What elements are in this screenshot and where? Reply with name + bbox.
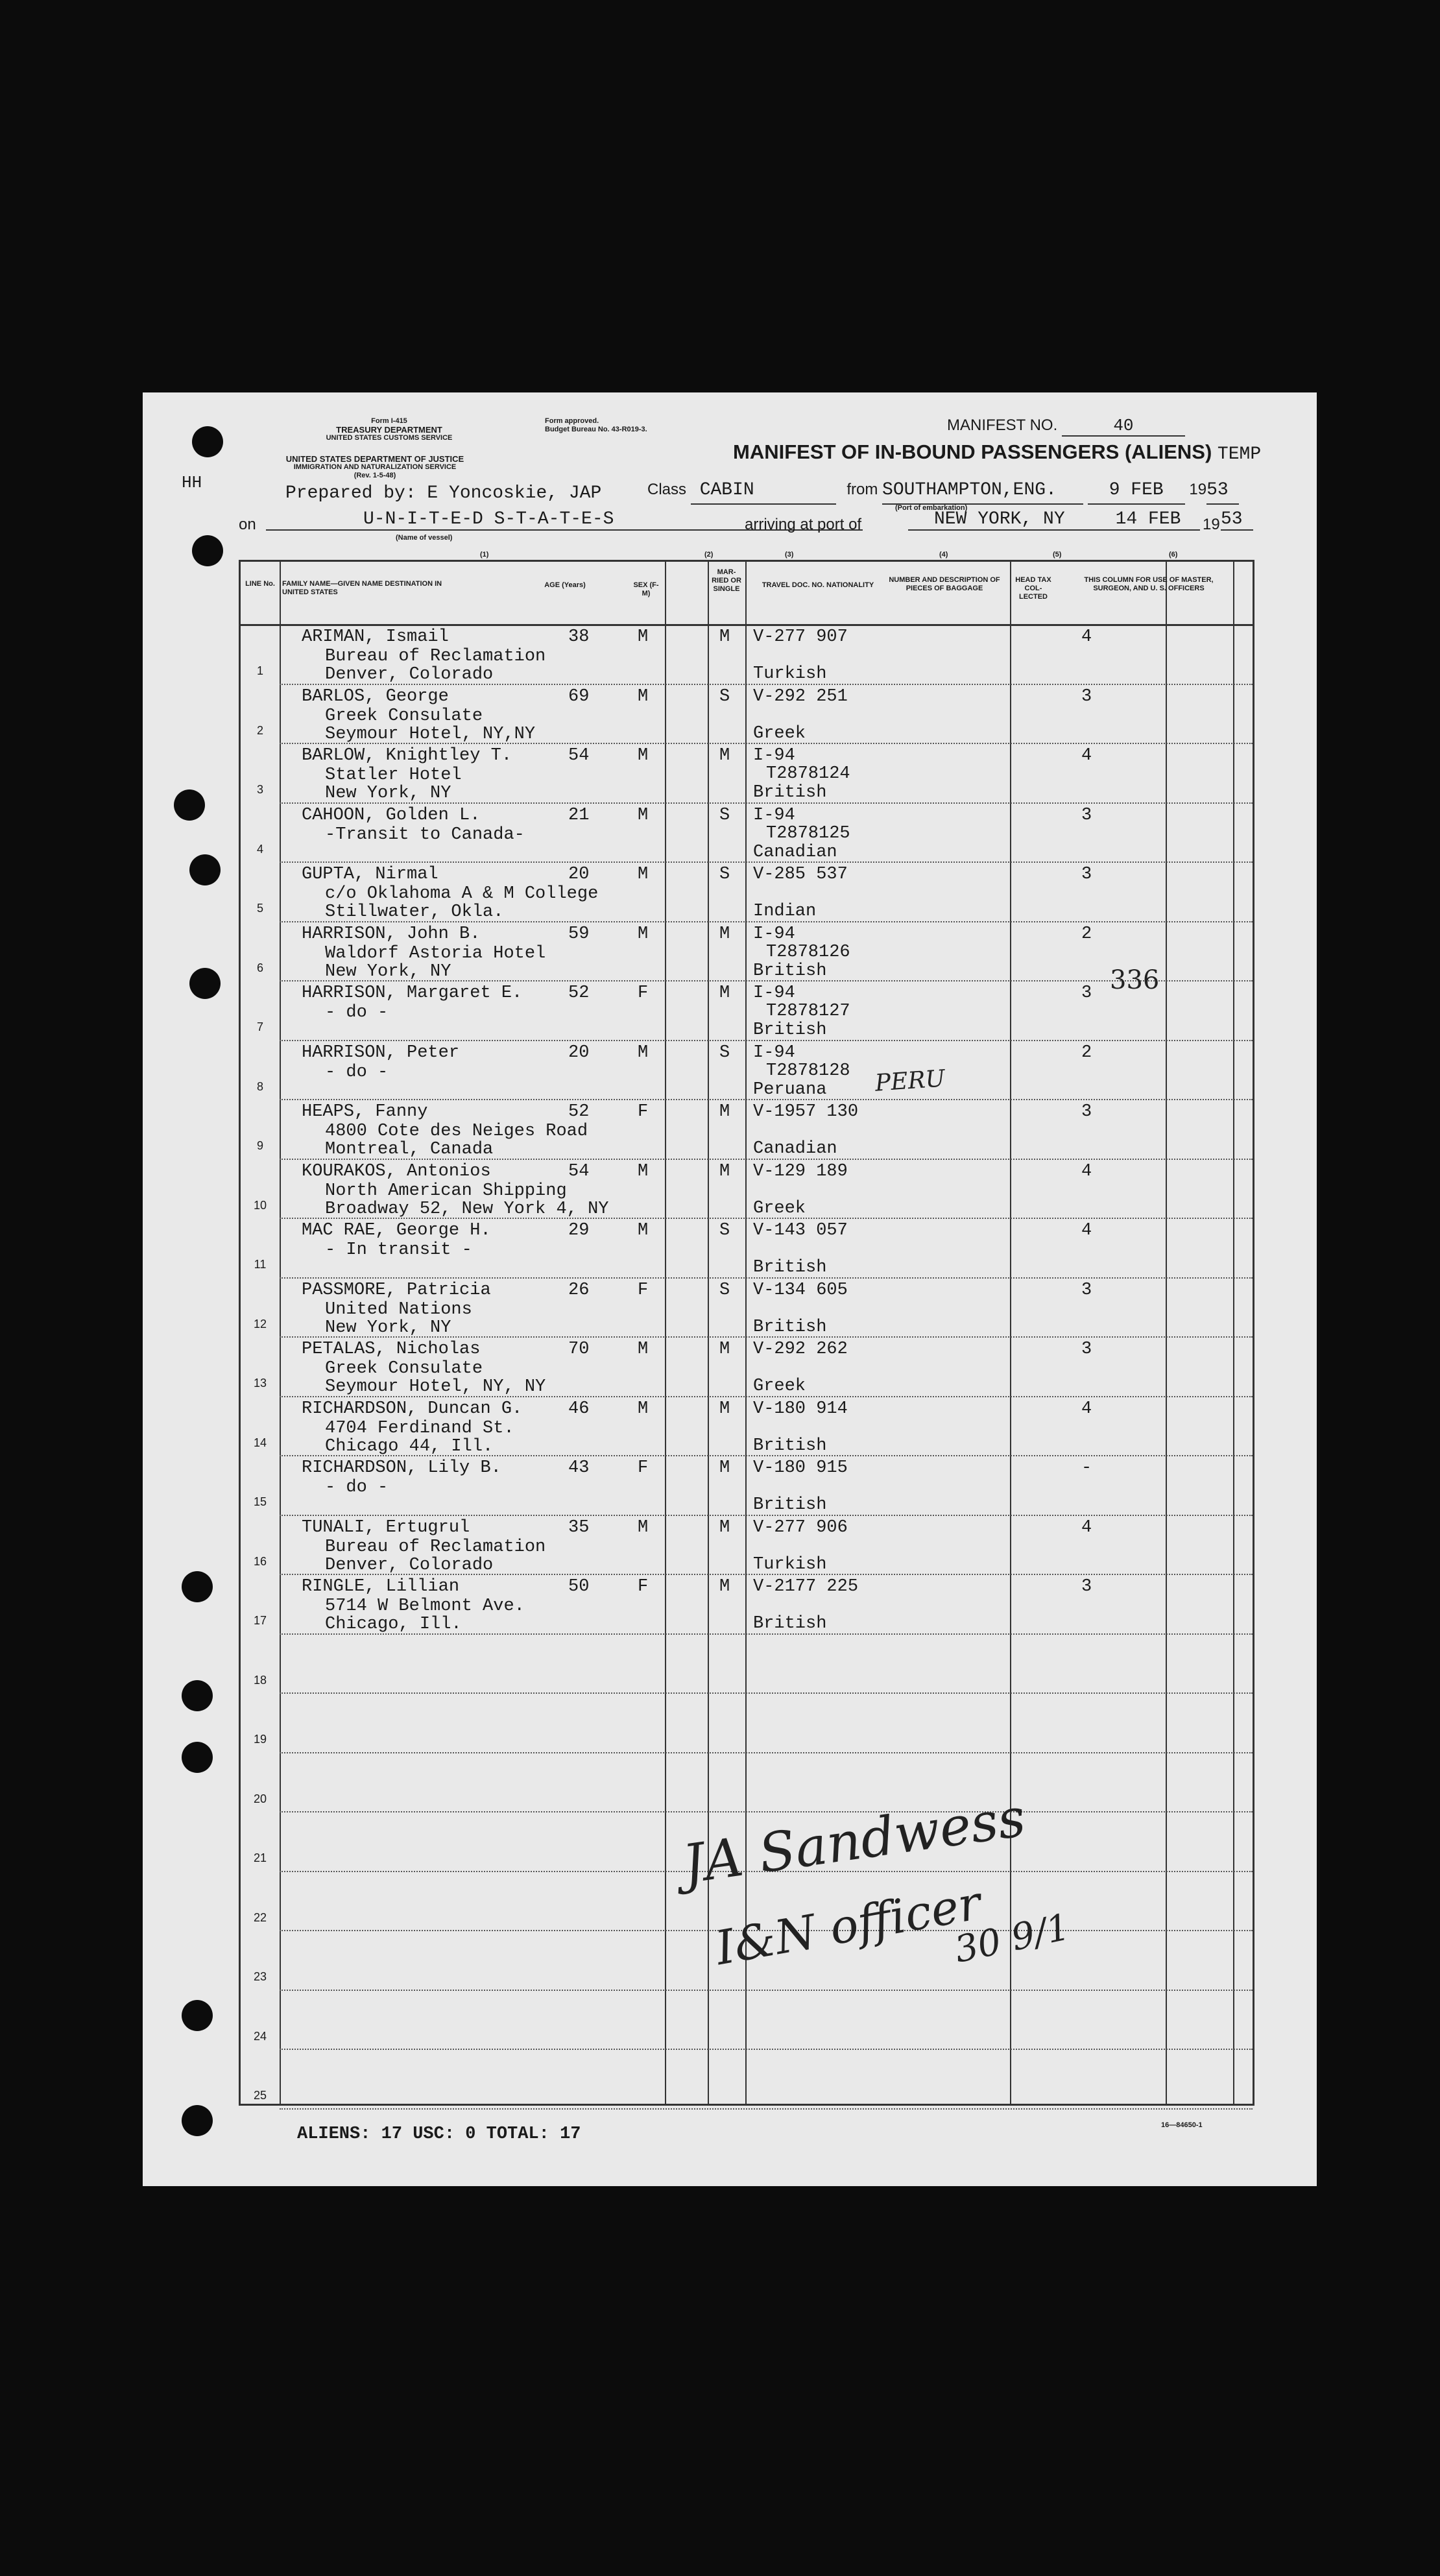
baggage-count: 3 (1081, 983, 1092, 1003)
passenger-name: CAHOON, Golden L. (302, 805, 481, 825)
port-embark-label: (Port of embarkation) (895, 504, 968, 512)
punch-hole (182, 1742, 213, 1773)
nationality: British (753, 1020, 827, 1040)
destination-line-1: Greek Consulate (325, 706, 483, 726)
marital-status: M (719, 1102, 730, 1122)
marital-status: M (719, 1399, 730, 1419)
baggage-count: 3 (1081, 865, 1092, 884)
travel-doc: V-2177 225 (753, 1577, 859, 1596)
marital-status: M (719, 1517, 730, 1537)
approval-text: Form approved. (545, 417, 599, 425)
travel-doc-number: T2878125 (766, 823, 850, 843)
header-baggage: NUMBER AND DESCRIPTION OF PIECES OF BAGGAGE (889, 576, 1000, 592)
marital-status: S (719, 686, 730, 706)
passenger-age: 59 (568, 924, 590, 944)
line-number: 18 (253, 1673, 267, 1687)
row-divider (280, 1752, 1253, 1753)
totals: ALIENS: 17 USC: 0 TOTAL: 17 (297, 2125, 581, 2144)
header-line-no: LINE No. (245, 580, 275, 588)
marital-status: M (719, 983, 730, 1003)
line-number: 8 (256, 1079, 263, 1093)
destination-line-2: Chicago, Ill. (325, 1615, 462, 1634)
nationality: Indian (753, 902, 817, 921)
form-header-treasury (292, 417, 486, 442)
passenger-sex: M (638, 1340, 649, 1359)
arrival-year: 53 (1221, 509, 1253, 531)
passenger-age: 54 (568, 1161, 590, 1181)
line-number: 25 (253, 2089, 267, 2102)
revision: (Rev. 1-5-48) (354, 472, 396, 479)
nationality: British (753, 1258, 827, 1277)
marital-status: S (719, 1042, 730, 1063)
passenger-sex: M (638, 1042, 649, 1063)
destination-line-1: Bureau of Reclamation (325, 1537, 546, 1557)
punch-hole (189, 968, 221, 999)
travel-doc: I-94 (753, 805, 795, 825)
travel-doc: V-180 914 (753, 1399, 848, 1419)
line-number: 6 (256, 961, 263, 974)
header-name: FAMILY NAME—GIVEN NAME DESTINATION IN UNITED STATES (282, 580, 442, 596)
passenger-sex: M (638, 805, 649, 825)
line-number: 14 (253, 1436, 267, 1449)
vessel-label: (Name of vessel) (396, 534, 453, 542)
passenger-name: BARLOW, Knightley T. (302, 746, 512, 765)
destination-line-2: Montreal, Canada (325, 1140, 494, 1159)
manifest-number (947, 416, 1185, 437)
from-label: from (846, 481, 878, 498)
baggage-count: 4 (1081, 627, 1092, 647)
peru-note: PERU (874, 1065, 946, 1097)
line-number: 4 (256, 842, 263, 856)
col-number: (6) (1169, 551, 1178, 559)
nationality: British (753, 961, 827, 981)
destination-line-1: c/o Oklahoma A & M College (325, 884, 599, 904)
passenger-age: 52 (568, 1102, 590, 1122)
marital-status: M (719, 627, 730, 647)
passenger-age: 54 (568, 746, 590, 765)
line-number: 20 (253, 1792, 267, 1805)
passenger-sex: M (638, 865, 649, 884)
travel-doc: V-277 907 (753, 627, 848, 647)
line-number: 10 (253, 1198, 267, 1212)
marital-status: M (719, 1161, 730, 1181)
baggage-count: 3 (1081, 805, 1092, 825)
line-number: 1 (256, 664, 263, 677)
passenger-sex: F (638, 983, 649, 1003)
passenger-name: PETALAS, Nicholas (302, 1340, 481, 1359)
punch-hole (182, 2105, 213, 2136)
justice-name: UNITED STATES DEPARTMENT OF JUSTICE (285, 454, 464, 464)
from-year: 53 (1206, 477, 1239, 505)
nationality: Greek (753, 1377, 806, 1396)
row-divider (280, 2049, 1253, 2050)
passenger-name: BARLOS, George (302, 686, 449, 706)
passenger-name: RICHARDSON, Duncan G. (302, 1399, 523, 1419)
passenger-name: HARRISON, Margaret E. (302, 983, 523, 1003)
budget-text: Budget Bureau No. 43-R019-3. (545, 426, 647, 433)
marital-status: M (719, 924, 730, 944)
nationality: Greek (753, 723, 806, 743)
passenger-age: 38 (568, 627, 590, 647)
passenger-name: HEAPS, Fanny (302, 1102, 428, 1122)
travel-doc-number: T2878128 (766, 1061, 850, 1081)
passenger-name: ARIMAN, Ismail (302, 627, 449, 647)
baggage-count: 2 (1081, 924, 1092, 944)
travel-doc: I-94 (753, 983, 795, 1003)
nationality: Canadian (753, 1139, 837, 1159)
passenger-name: RINGLE, Lillian (302, 1577, 460, 1596)
destination-line-1: Greek Consulate (325, 1359, 483, 1378)
travel-doc: V-285 537 (753, 865, 848, 884)
travel-doc: V-143 057 (753, 1221, 848, 1240)
row-divider (280, 2108, 1253, 2110)
passenger-sex: F (638, 1577, 649, 1596)
passenger-sex: F (638, 1458, 649, 1478)
passenger-age: 46 (568, 1399, 590, 1419)
passenger-sex: M (638, 1221, 649, 1240)
signature-title: I&N officer (711, 1875, 985, 1976)
header-officers: THIS COLUMN FOR USE OF MASTER, SURGEON, AND U. S. OFFICERS (1084, 576, 1214, 592)
line-number: 7 (256, 1020, 263, 1033)
baggage-count: 4 (1081, 1221, 1092, 1240)
destination-line-1: - In transit - (325, 1240, 472, 1260)
passenger-name: PASSMORE, Patricia (302, 1280, 491, 1300)
punch-hole (192, 426, 223, 457)
marital-status: S (719, 805, 730, 825)
temp-mark: TEMP (1217, 444, 1262, 464)
passenger-sex: M (638, 1399, 649, 1419)
header-sex: SEX (F-M) (633, 581, 659, 597)
baggage-count: 3 (1081, 686, 1092, 706)
on-label: on (239, 516, 256, 533)
col-number: (3) (785, 551, 794, 559)
manifest-value: 40 (1062, 416, 1185, 437)
punch-hole (189, 854, 221, 885)
nationality: Greek (753, 1198, 806, 1218)
punch-hole (182, 1680, 213, 1711)
destination-line-2: Seymour Hotel, NY, NY (325, 1377, 546, 1397)
col-number: (1) (480, 551, 489, 559)
prepared-by: Prepared by: E Yoncoskie, JAP (285, 483, 602, 503)
header-head-tax: HEAD TAX COL-LECTED (1015, 576, 1051, 601)
line-number: 16 (253, 1554, 267, 1568)
row-divider (280, 1811, 1253, 1812)
line-number: 15 (253, 1495, 267, 1508)
destination-line-2: Chicago 44, Ill. (325, 1436, 494, 1456)
row-divider (280, 1692, 1253, 1694)
marital-status: M (719, 1340, 730, 1359)
baggage-count: 2 (1081, 1042, 1092, 1063)
destination-line-1: Bureau of Reclamation (325, 647, 546, 666)
passenger-age: 26 (568, 1280, 590, 1300)
from-date: 9 FEB (1088, 477, 1185, 505)
travel-doc: V-277 906 (753, 1517, 848, 1537)
line-number: 3 (256, 783, 263, 796)
year-prefix: 19 (1189, 481, 1207, 498)
manifest-table (239, 560, 1254, 2106)
punch-hole (174, 789, 205, 821)
arriving-label: arriving at port of (745, 516, 862, 533)
passenger-name: HARRISON, John B. (302, 924, 481, 944)
travel-doc: I-94 (753, 746, 795, 765)
passenger-sex: F (638, 1280, 649, 1300)
line-number: 2 (256, 723, 263, 737)
passenger-name: HARRISON, Peter (302, 1042, 460, 1063)
col-number: (4) (939, 551, 948, 559)
destination-line-1: 5714 W Belmont Ave. (325, 1596, 525, 1616)
from-port: SOUTHAMPTON,ENG. (882, 477, 1083, 505)
department-name: TREASURY DEPARTMENT (336, 425, 442, 435)
line-number: 19 (253, 1733, 267, 1746)
passenger-age: 20 (568, 1042, 590, 1063)
destination-line-2: Denver, Colorado (325, 665, 494, 684)
line-number: 23 (253, 1970, 267, 1983)
line-number: 22 (253, 1910, 267, 1924)
passenger-sex: M (638, 1517, 649, 1537)
destination-line-1: Waldorf Astoria Hotel (325, 943, 546, 963)
passenger-age: 20 (568, 865, 590, 884)
destination-line-1: 4704 Ferdinand St. (325, 1418, 514, 1438)
baggage-count: 3 (1081, 1340, 1092, 1359)
nationality: British (753, 783, 827, 802)
passenger-age: 70 (568, 1340, 590, 1359)
manifest-label: MANIFEST NO. (947, 416, 1058, 434)
manifest-title (733, 440, 1261, 464)
destination-line-1: 4800 Cote des Neiges Road (325, 1122, 588, 1141)
baggage-count: 4 (1081, 746, 1092, 765)
travel-doc: V-292 262 (753, 1340, 848, 1359)
ins-name: IMMIGRATION AND NATURALIZATION SERVICE (293, 463, 457, 471)
line-number: 11 (254, 1258, 267, 1271)
signature-date: 30 9/1 (951, 1906, 1074, 1971)
passenger-age: 21 (568, 805, 590, 825)
travel-doc: V-1957 130 (753, 1102, 859, 1122)
marital-status: M (719, 1458, 730, 1478)
marital-status: M (719, 1577, 730, 1596)
destination-line-2: Broadway 52, New York 4, NY (325, 1199, 609, 1219)
line-number: 13 (253, 1377, 267, 1390)
travel-doc: V-292 251 (753, 686, 848, 706)
travel-doc-number: T2878124 (766, 764, 850, 784)
form-number: Form I-415 (371, 417, 407, 425)
baggage-count: 4 (1081, 1161, 1092, 1181)
passenger-name: TUNALI, Ertugrul (302, 1517, 470, 1537)
destination-line-2: New York, NY (325, 961, 451, 981)
form-approval (545, 417, 647, 434)
nationality: Turkish (753, 1554, 827, 1574)
nationality: Canadian (753, 842, 837, 862)
nationality: British (753, 1436, 827, 1456)
line-number: 24 (253, 2029, 267, 2043)
marital-status: S (719, 1280, 730, 1300)
passenger-sex: M (638, 746, 649, 765)
passenger-age: 43 (568, 1458, 590, 1478)
travel-doc: I-94 (753, 1042, 795, 1063)
punch-hole (182, 2000, 213, 2031)
destination-line-2: Seymour Hotel, NY,NY (325, 724, 536, 744)
punch-hole (182, 1571, 213, 1602)
year-prefix-arrival: 19 (1203, 516, 1220, 533)
service-name: UNITED STATES CUSTOMS SERVICE (326, 434, 453, 442)
destination-line-2: Stillwater, Okla. (325, 902, 504, 922)
passenger-age: 35 (568, 1517, 590, 1537)
destination-line-2: New York, NY (325, 784, 451, 803)
header-travel-doc: TRAVEL DOC. NO. NATIONALITY (762, 581, 874, 589)
line-number: 5 (256, 902, 263, 915)
destination-line-1: Statler Hotel (325, 765, 462, 785)
destination-line-1: United Nations (325, 1299, 472, 1319)
col-number: (2) (704, 551, 714, 559)
travel-doc-number: T2878127 (766, 1002, 850, 1021)
arrival-port: NEW YORK, NY (908, 509, 1096, 531)
nationality: Turkish (753, 664, 827, 684)
passenger-sex: M (638, 627, 649, 647)
line-number: 21 (253, 1851, 267, 1864)
line-number: 12 (253, 1317, 267, 1330)
passenger-name: KOURAKOS, Antonios (302, 1161, 491, 1181)
passenger-name: MAC RAE, George H. (302, 1221, 491, 1240)
destination-line-2: New York, NY (325, 1318, 451, 1338)
nationality: Peruana (753, 1079, 827, 1100)
form-code: 16—84650-1 (1161, 2121, 1203, 2129)
punch-hole (192, 535, 223, 566)
marital-status: M (719, 746, 730, 765)
col-number: (5) (1053, 551, 1062, 559)
title-text: MANIFEST OF IN-BOUND PASSENGERS (ALIENS) (733, 440, 1212, 463)
passenger-name: RICHARDSON, Lily B. (302, 1458, 501, 1478)
baggage-count: - (1081, 1458, 1092, 1478)
nationality: British (753, 1614, 827, 1633)
destination-line-2: Denver, Colorado (325, 1555, 494, 1575)
arrival-date: 14 FEB (1096, 509, 1200, 531)
passenger-age: 50 (568, 1577, 590, 1596)
passenger-name: GUPTA, Nirmal (302, 865, 438, 884)
class-value: CABIN (691, 477, 836, 505)
passenger-age: 52 (568, 983, 590, 1003)
passenger-sex: M (638, 686, 649, 706)
class-line (647, 477, 1239, 503)
class-label: Class (647, 481, 687, 498)
travel-doc-number: T2878126 (766, 942, 850, 962)
nationality: British (753, 1495, 827, 1515)
travel-doc: V-134 605 (753, 1280, 848, 1300)
passenger-age: 29 (568, 1221, 590, 1240)
marital-status: S (719, 1221, 730, 1240)
passenger-age: 69 (568, 686, 590, 706)
passenger-sex: F (638, 1102, 649, 1122)
signature: JA Sandwess (678, 1787, 1029, 1896)
line-number: 9 (256, 1139, 263, 1152)
header-age: AGE (Years) (544, 581, 586, 589)
nationality: British (753, 1317, 827, 1337)
travel-doc: V-180 915 (753, 1458, 848, 1478)
baggage-count: 4 (1081, 1517, 1092, 1537)
line-number: 17 (253, 1614, 267, 1627)
row-divider (280, 1990, 1253, 1991)
destination-line-1: - do - (325, 1003, 389, 1022)
baggage-count: 3 (1081, 1280, 1092, 1300)
hh-mark: HH (182, 473, 202, 492)
passenger-sex: M (638, 924, 649, 944)
header-married: MAR-RIED OR SINGLE (712, 568, 741, 593)
form-header-justice (239, 455, 511, 480)
manifest-sheet (143, 392, 1317, 2186)
travel-doc: V-129 189 (753, 1161, 848, 1181)
travel-doc: I-94 (753, 924, 795, 944)
marital-status: S (719, 865, 730, 884)
destination-line-1: North American Shipping (325, 1181, 567, 1201)
vessel-name: U-N-I-T-E-D S-T-A-T-E-S (266, 509, 863, 531)
baggage-count: 4 (1081, 1399, 1092, 1419)
destination-line-1: - do - (325, 1062, 389, 1082)
destination-line-1: -Transit to Canada- (325, 825, 525, 845)
baggage-count: 3 (1081, 1102, 1092, 1122)
baggage-count: 3 (1081, 1577, 1092, 1596)
destination-line-1: - do - (325, 1478, 389, 1497)
officer-number: 336 (1110, 965, 1160, 995)
passenger-sex: M (638, 1161, 649, 1181)
